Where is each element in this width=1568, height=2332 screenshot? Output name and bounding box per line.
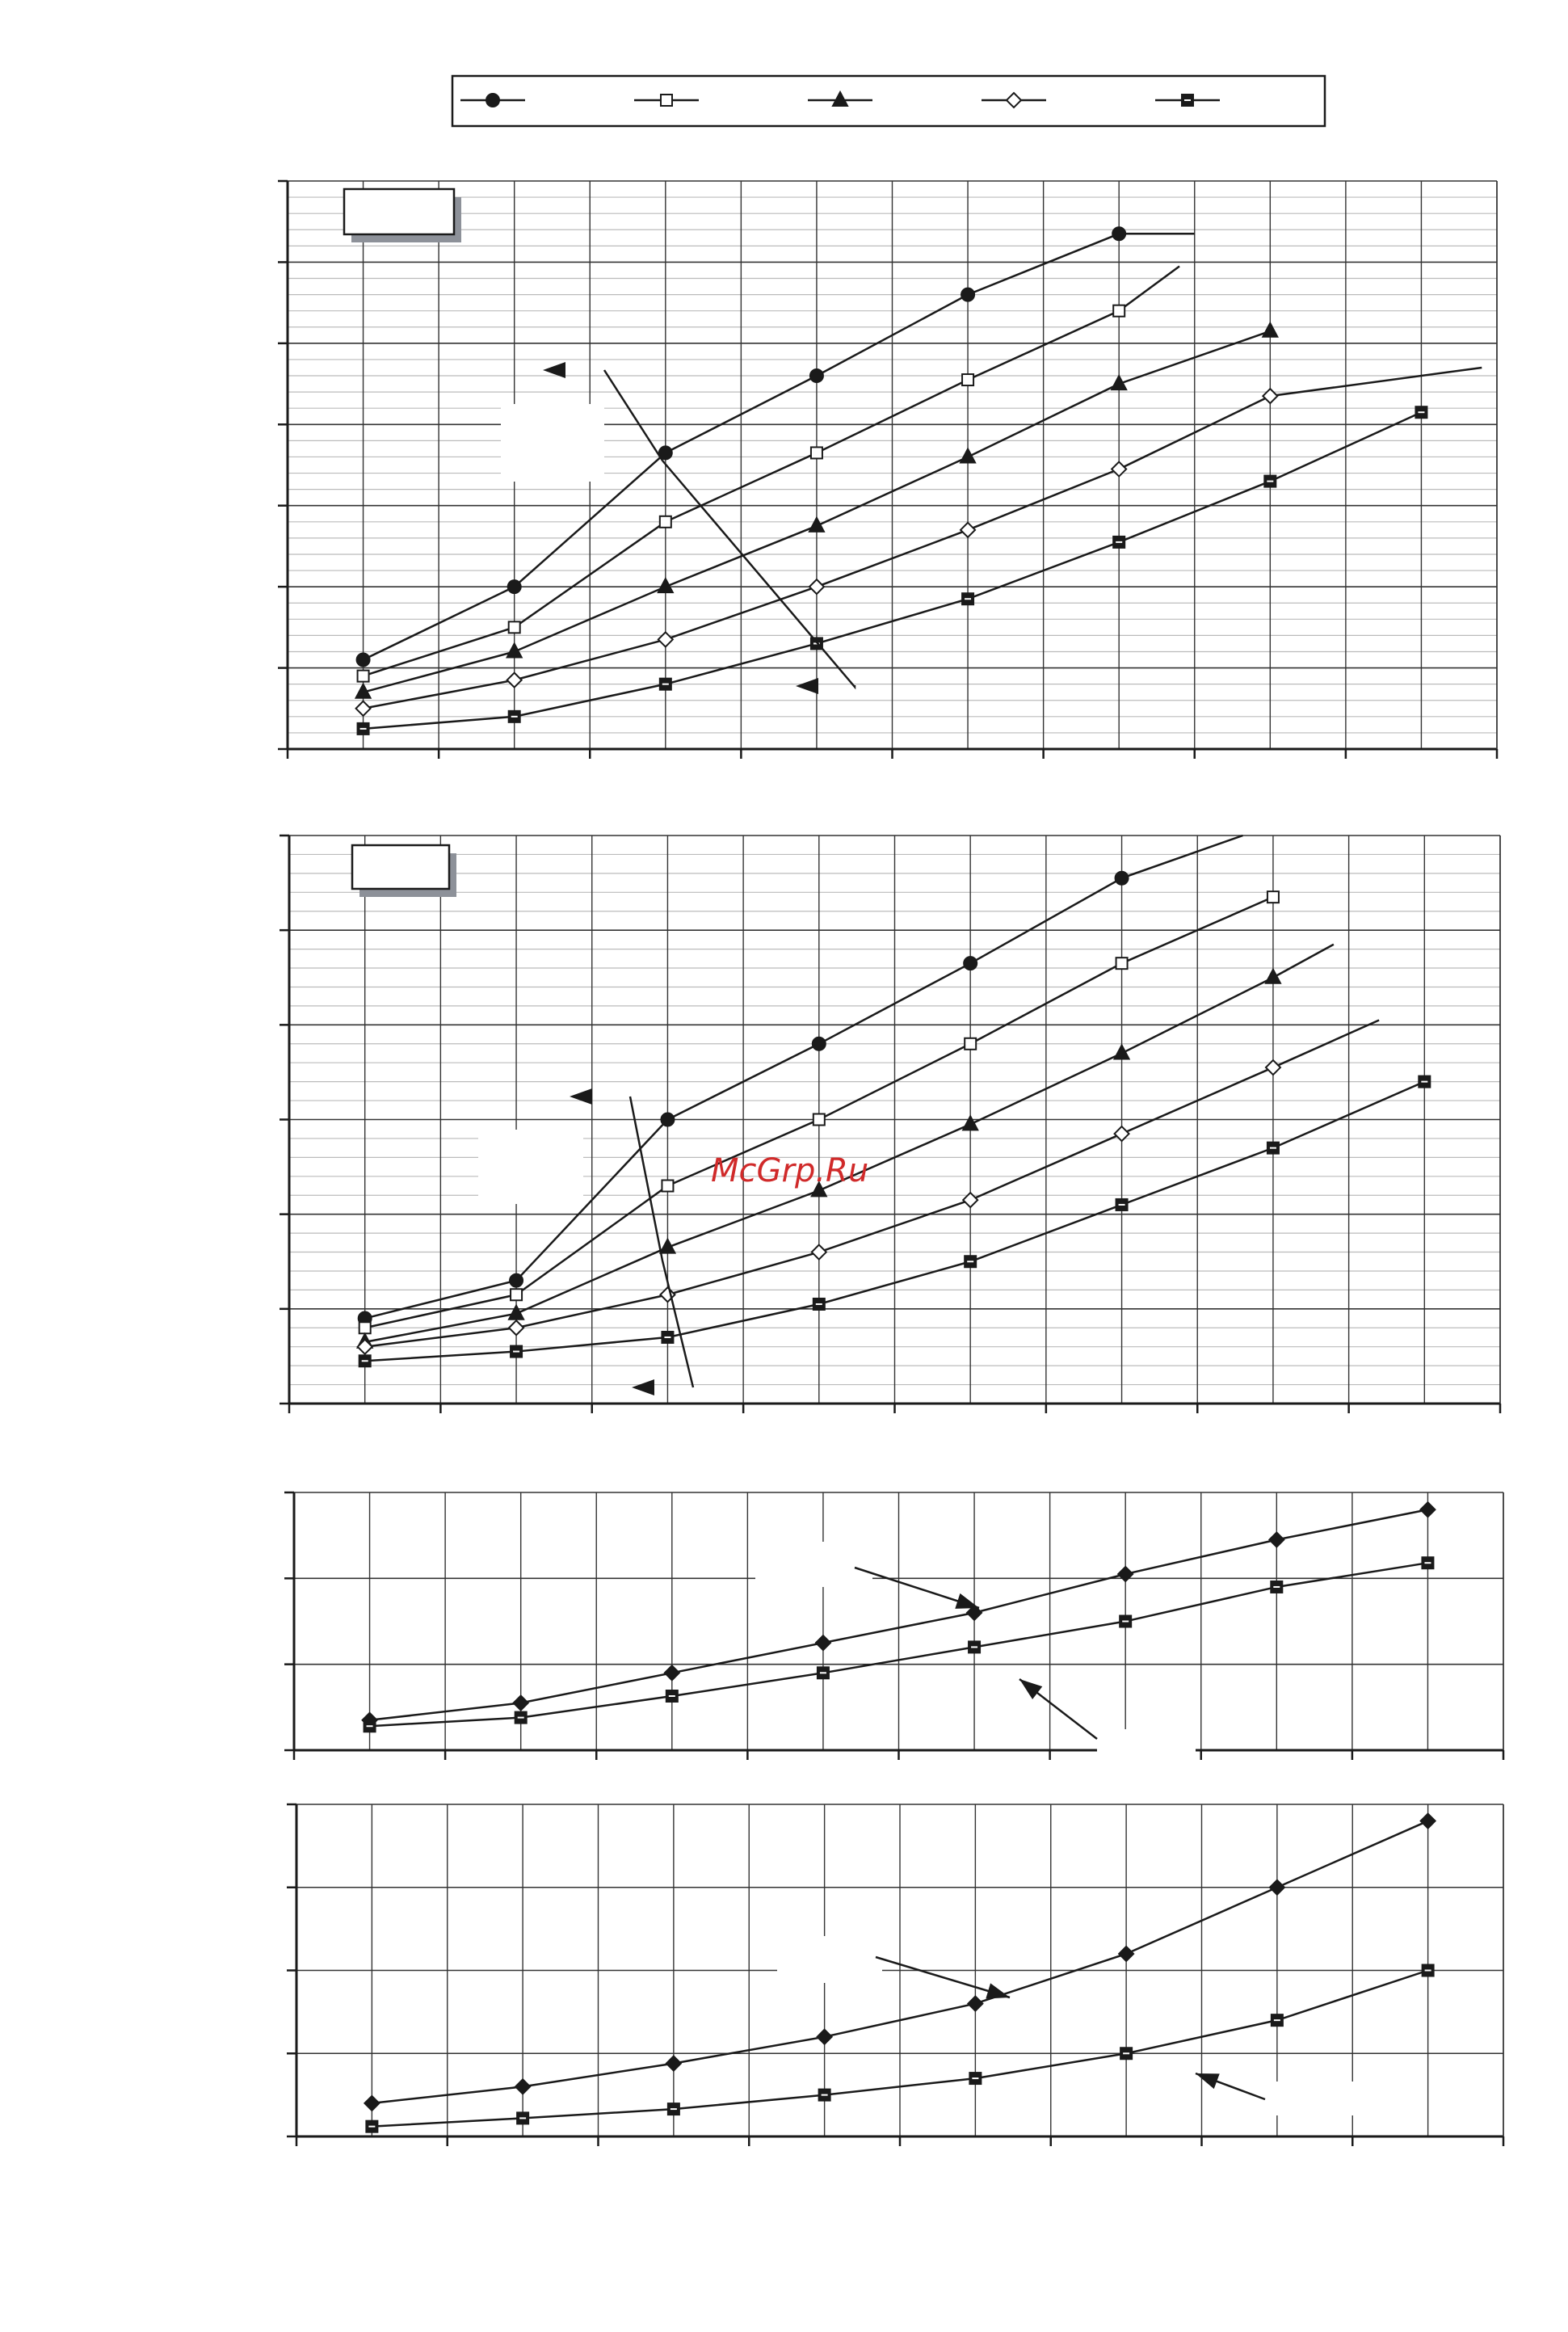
series-1-point-6 [1116,872,1129,885]
series-1-point-4 [810,369,823,382]
badge-box [352,845,449,889]
series-2-point-2 [509,621,520,633]
series-2-point-3 [660,516,671,528]
series-b-point-3 [666,1690,678,1702]
series-2-point-6 [1113,305,1125,317]
legend [452,76,1325,126]
label-cutout-2 [1097,1729,1196,1762]
label-cutout-1 [755,1542,872,1587]
series-2-point-6 [1116,958,1128,969]
series-5-point-2 [511,1346,522,1358]
series-b-point-8 [1422,1557,1433,1568]
watermark-text: McGrp.Ru [711,1152,869,1189]
series-2-point-3 [662,1181,673,1192]
series-b-point-3 [668,2103,679,2115]
series-1-point-6 [1112,227,1125,240]
series-5-point-3 [662,1332,673,1343]
series-5-point-7 [1264,476,1276,487]
series-1-point-2 [510,1274,523,1287]
series-5-point-1 [359,1355,371,1366]
series-1-point-5 [961,288,974,301]
series-2-point-4 [811,447,822,458]
series-1-point-4 [813,1038,826,1050]
series-5-point-2 [509,711,520,722]
series-5-point-6 [1113,537,1125,548]
series-b-point-2 [517,2112,528,2124]
label-cutout-1 [501,404,604,482]
series-2-point-5 [962,374,973,385]
series-b-point-1 [366,2121,377,2132]
legend-marker-1 [486,94,499,107]
series-b-point-8 [1423,1965,1434,1976]
series-5-point-5 [965,1256,976,1267]
series-b-point-5 [969,2073,981,2084]
series-b-point-1 [364,1720,376,1732]
series-1-point-1 [357,654,370,667]
series-5-point-7 [1267,1143,1279,1154]
series-5-point-8 [1419,1076,1430,1088]
series-b-point-4 [818,1667,829,1678]
series-2-point-5 [965,1038,976,1050]
series-2-point-4 [813,1114,825,1126]
series-1-point-3 [661,1113,674,1126]
series-b-point-6 [1120,2048,1132,2059]
series-b-point-2 [515,1712,527,1724]
series-5-point-3 [660,679,671,690]
series-2-point-1 [358,671,369,682]
badge-box [344,189,454,234]
series-b-point-4 [819,2090,830,2101]
series-5-point-4 [813,1299,825,1310]
series-1-point-2 [508,580,521,593]
series-2-point-7 [1267,891,1279,903]
series-5-point-1 [358,723,369,735]
label-cutout-1 [777,1936,882,1983]
series-b-point-6 [1120,1616,1131,1627]
series-5-point-5 [962,593,973,604]
series-5-point-8 [1415,406,1427,418]
series-5-point-6 [1116,1199,1128,1210]
series-b-point-5 [969,1641,980,1652]
series-b-point-7 [1272,2014,1283,2026]
label-cutout-1 [478,1130,583,1204]
series-2-point-1 [359,1322,371,1333]
series-1-point-5 [964,957,977,970]
series-2-point-2 [511,1289,522,1300]
series-b-point-7 [1271,1581,1282,1593]
legend-marker-2 [661,95,672,106]
label-cutout-2 [1275,2082,1364,2115]
legend-marker-5 [1182,95,1193,106]
